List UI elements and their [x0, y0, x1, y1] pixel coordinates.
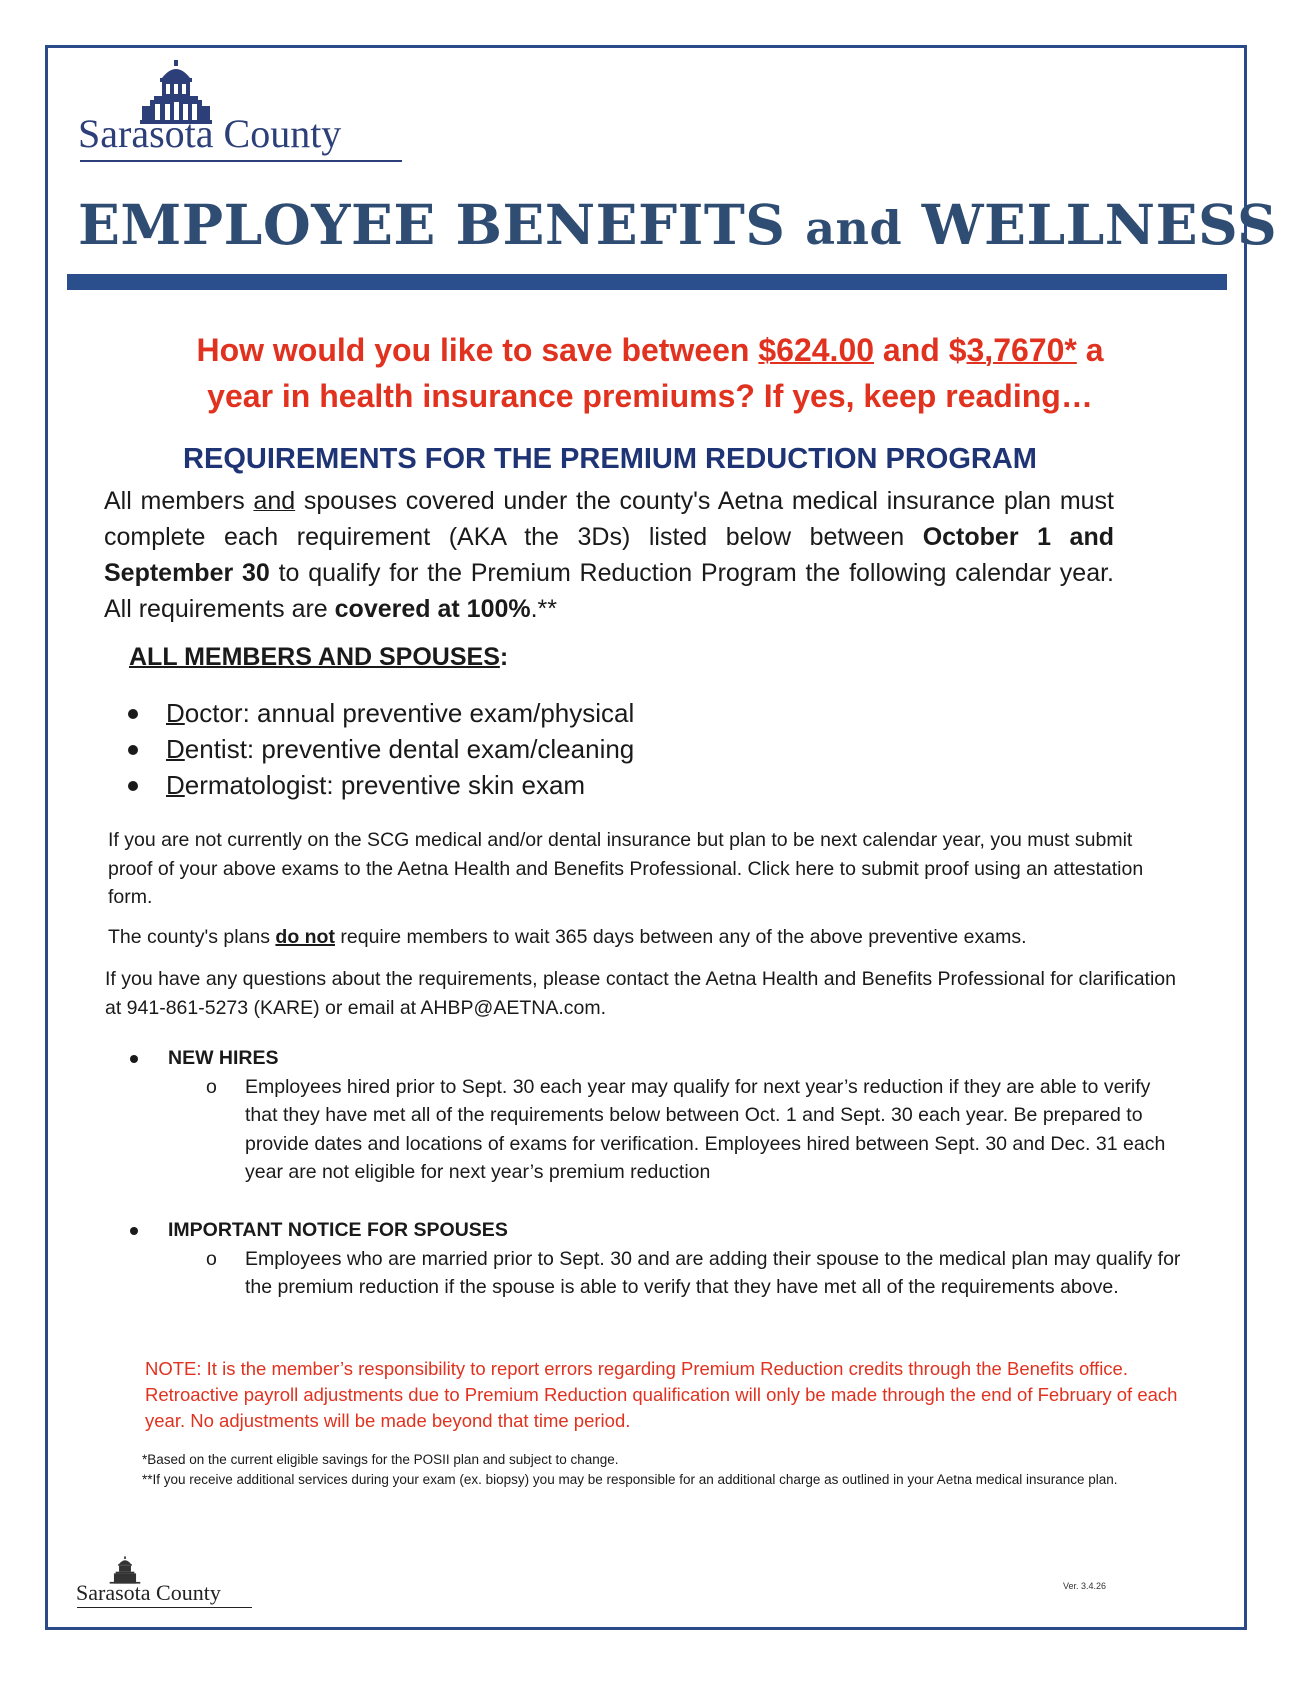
savings-amount-high: 3,7670*	[966, 332, 1077, 368]
footer-logo	[76, 1556, 256, 1612]
list-item: Dermatologist: preventive skin exam	[128, 767, 634, 803]
members-heading: ALL MEMBERS AND SPOUSES:	[129, 643, 509, 671]
version-label: Ver. 3.4.26	[1063, 1581, 1107, 1591]
page-title: EMPLOYEE BENEFITS and WELLNESS	[78, 192, 1278, 257]
waiting-period-paragraph: The county's plans do not require members to wait 365 days between any of the above preventive exams.	[108, 926, 1027, 948]
new-hires-text: o Employees hired prior to Sept. 30 each year may qualify for next year’s reduction if they are able to verify that they have met all of the requirements below between Oct. 1 and Sept. 30 each year. Be prepared to provide dates and locations of exams for verification. Employees hired between Sept. 30 and Dec. 31 each year are not eligible for next year’s premium reduction	[206, 1075, 1166, 1183]
new-hires-heading: NEW HIRES	[128, 1044, 1183, 1073]
list-item: Dentist: preventive dental exam/cleaning	[128, 731, 634, 767]
spouses-section	[128, 1216, 1183, 1302]
list-item: Doctor: annual preventive exam/physical	[128, 695, 634, 731]
contact-paragraph: If you have any questions about the requirements, please contact the Aetna Health and Benefits Professional for clarification at 941-861-5273 (KARE) or email at AHBP@AETNA.com.	[105, 968, 1176, 1019]
red-note: NOTE: It is the member’s responsibility to report errors regarding Premium Reduction credits through the Benefits office. Retroactive payroll adjustments due to Premium Reduction qualification will only be made through the end of February of each year. No adjustments will be made beyond that time period.	[145, 1358, 1178, 1431]
county-logo	[78, 60, 408, 165]
footnotes	[142, 1450, 1142, 1490]
footnote-1: *Based on the current eligible savings for the POSII plan and subject to change.	[142, 1452, 619, 1467]
title-divider	[67, 274, 1227, 290]
footer-logo-text: Sarasota County	[76, 1580, 221, 1605]
footer-logo-underline	[77, 1607, 252, 1608]
logo-text: Sarasota County	[78, 111, 342, 156]
footnote-2: **If you receive additional services during your exam (ex. biopsy) you may be responsible for an additional charge as outlined in your Aetna medical insurance plan.	[142, 1472, 1118, 1487]
requirements-intro: All members and spouses covered under the county's Aetna medical insurance plan must complete each requirement (AKA the 3Ds) listed below between October 1 and September 30 to qualify for the Premium Reduction Program the following calendar year. All requirements are covered at 100%.**	[104, 487, 1115, 623]
three-ds-list	[128, 695, 634, 803]
new-hires-section	[128, 1044, 1183, 1187]
spouses-heading: IMPORTANT NOTICE FOR SPOUSES	[128, 1216, 1183, 1245]
spouses-text: o Employees who are married prior to Sept. 30 and are adding their spouse to the medical plan may qualify for the premium reduction if the spouse is able to verify that they have met all of the requirements above.	[206, 1247, 1181, 1298]
requirements-heading: REQUIREMENTS FOR THE PREMIUM REDUCTION PROGRAM	[183, 443, 1037, 475]
attestation-paragraph[interactable]: If you are not currently on the SCG medical and/or dental insurance but plan to be next calendar year, you must submit proof of your above exams to the Aetna Health and Benefits Professional. Click here to submit proof using an attestation form.	[108, 829, 1144, 908]
savings-amount-low: $624.00	[758, 332, 875, 368]
savings-headline: How would you like to save between $624.00 and $3,7670* a year in health insurance premiums? If yes, keep reading…	[196, 332, 1104, 414]
logo-underline	[80, 160, 402, 162]
